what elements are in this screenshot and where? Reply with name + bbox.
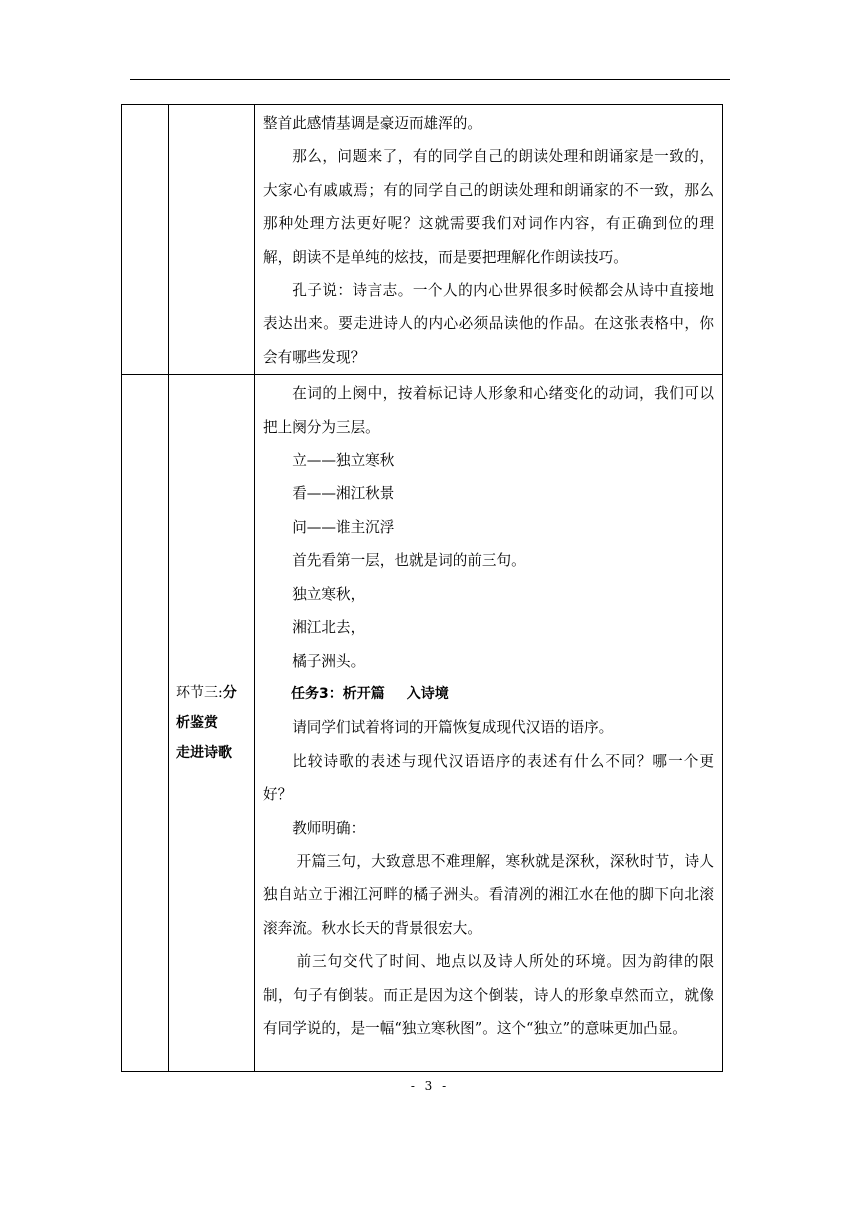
paragraph: 整首此感情基调是豪迈而雄浑的。 (263, 115, 482, 132)
content-cell (255, 105, 723, 375)
paragraph: 在词的上阕中，按着标记诗人形象和心绪变化的动词，我们可以把上阕分为三层。 (263, 385, 714, 436)
stage-cell (122, 375, 169, 1072)
task-heading (263, 678, 714, 711)
task-title: 任务3：析开篇 (291, 685, 385, 702)
paragraph: 请同学们试着将词的开篇恢复成现代汉语的语序。 (292, 719, 614, 737)
paragraph: 首先看第一层，也就是词的前三句。 (292, 552, 526, 570)
paragraph: 看——湘江秋景 (292, 485, 395, 503)
paragraph: 湘江北去， (292, 619, 366, 637)
header-rule (130, 79, 730, 80)
paragraph: 独立寒秋， (292, 585, 366, 603)
paragraph: 比较诗歌的表述与现代汉语语序的表述有什么不同？哪一个更好？ (263, 752, 714, 804)
section-label-part: 走进诗歌 (176, 745, 232, 762)
section-cell (169, 375, 255, 1072)
task-subtitle: 入诗境 (406, 685, 449, 702)
paragraph: 开篇三句，大致意思不难理解，寒秋就是深秋，深秋时节，诗人独自站立于湘江河畔的橘子洲头。看清冽的湘江水在他的脚下向北滚滚奔流。秋水长天的背景很宏大。 (263, 852, 714, 937)
page-number: - 3 - (410, 1079, 450, 1093)
lesson-plan-table (121, 104, 723, 1072)
table-row (122, 375, 723, 1072)
paragraph: 教师明确： (292, 819, 366, 837)
table-row (122, 105, 723, 375)
paragraph: 那么，问题来了，有的同学自己的朗读处理和朗诵家是一致的，大家心有戚戚焉；有的同学自己的朗读处理和朗诵家的不一致，那么那种处理方法更好呢？这就需要我们对词作内容，有正确到位的理解，朗读不是单纯的炫技，而是要把理解化作朗读技巧。 (263, 148, 714, 266)
stage-cell (122, 105, 169, 375)
paragraph: 立——独立寒秋 (292, 452, 395, 470)
content-cell (255, 375, 723, 1072)
section-label-part: 环节三: (176, 685, 223, 702)
paragraph: 前三句交代了时间、地点以及诗人所处的环境。因为韵律的限制，句子有倒装。而正是因为这个倒装，诗人的形象卓然而立，就像有同学说的，是一幅“独立寒秋图”。这个“独立”的意味更加凸显。 (263, 953, 714, 1037)
section-cell (169, 105, 255, 375)
paragraph: 问——谁主沉浮 (292, 518, 395, 536)
paragraph: 橘子洲头。 (292, 652, 366, 670)
section-label-part: 分析鉴赏 (176, 685, 237, 732)
paragraph: 孔子说：诗言志。一个人的内心世界很多时候都会从诗中直接地表达出来。要走进诗人的内心必须品读他的作品。在这张表格中，你会有哪些发现？ (263, 282, 714, 366)
section-label (169, 678, 254, 768)
